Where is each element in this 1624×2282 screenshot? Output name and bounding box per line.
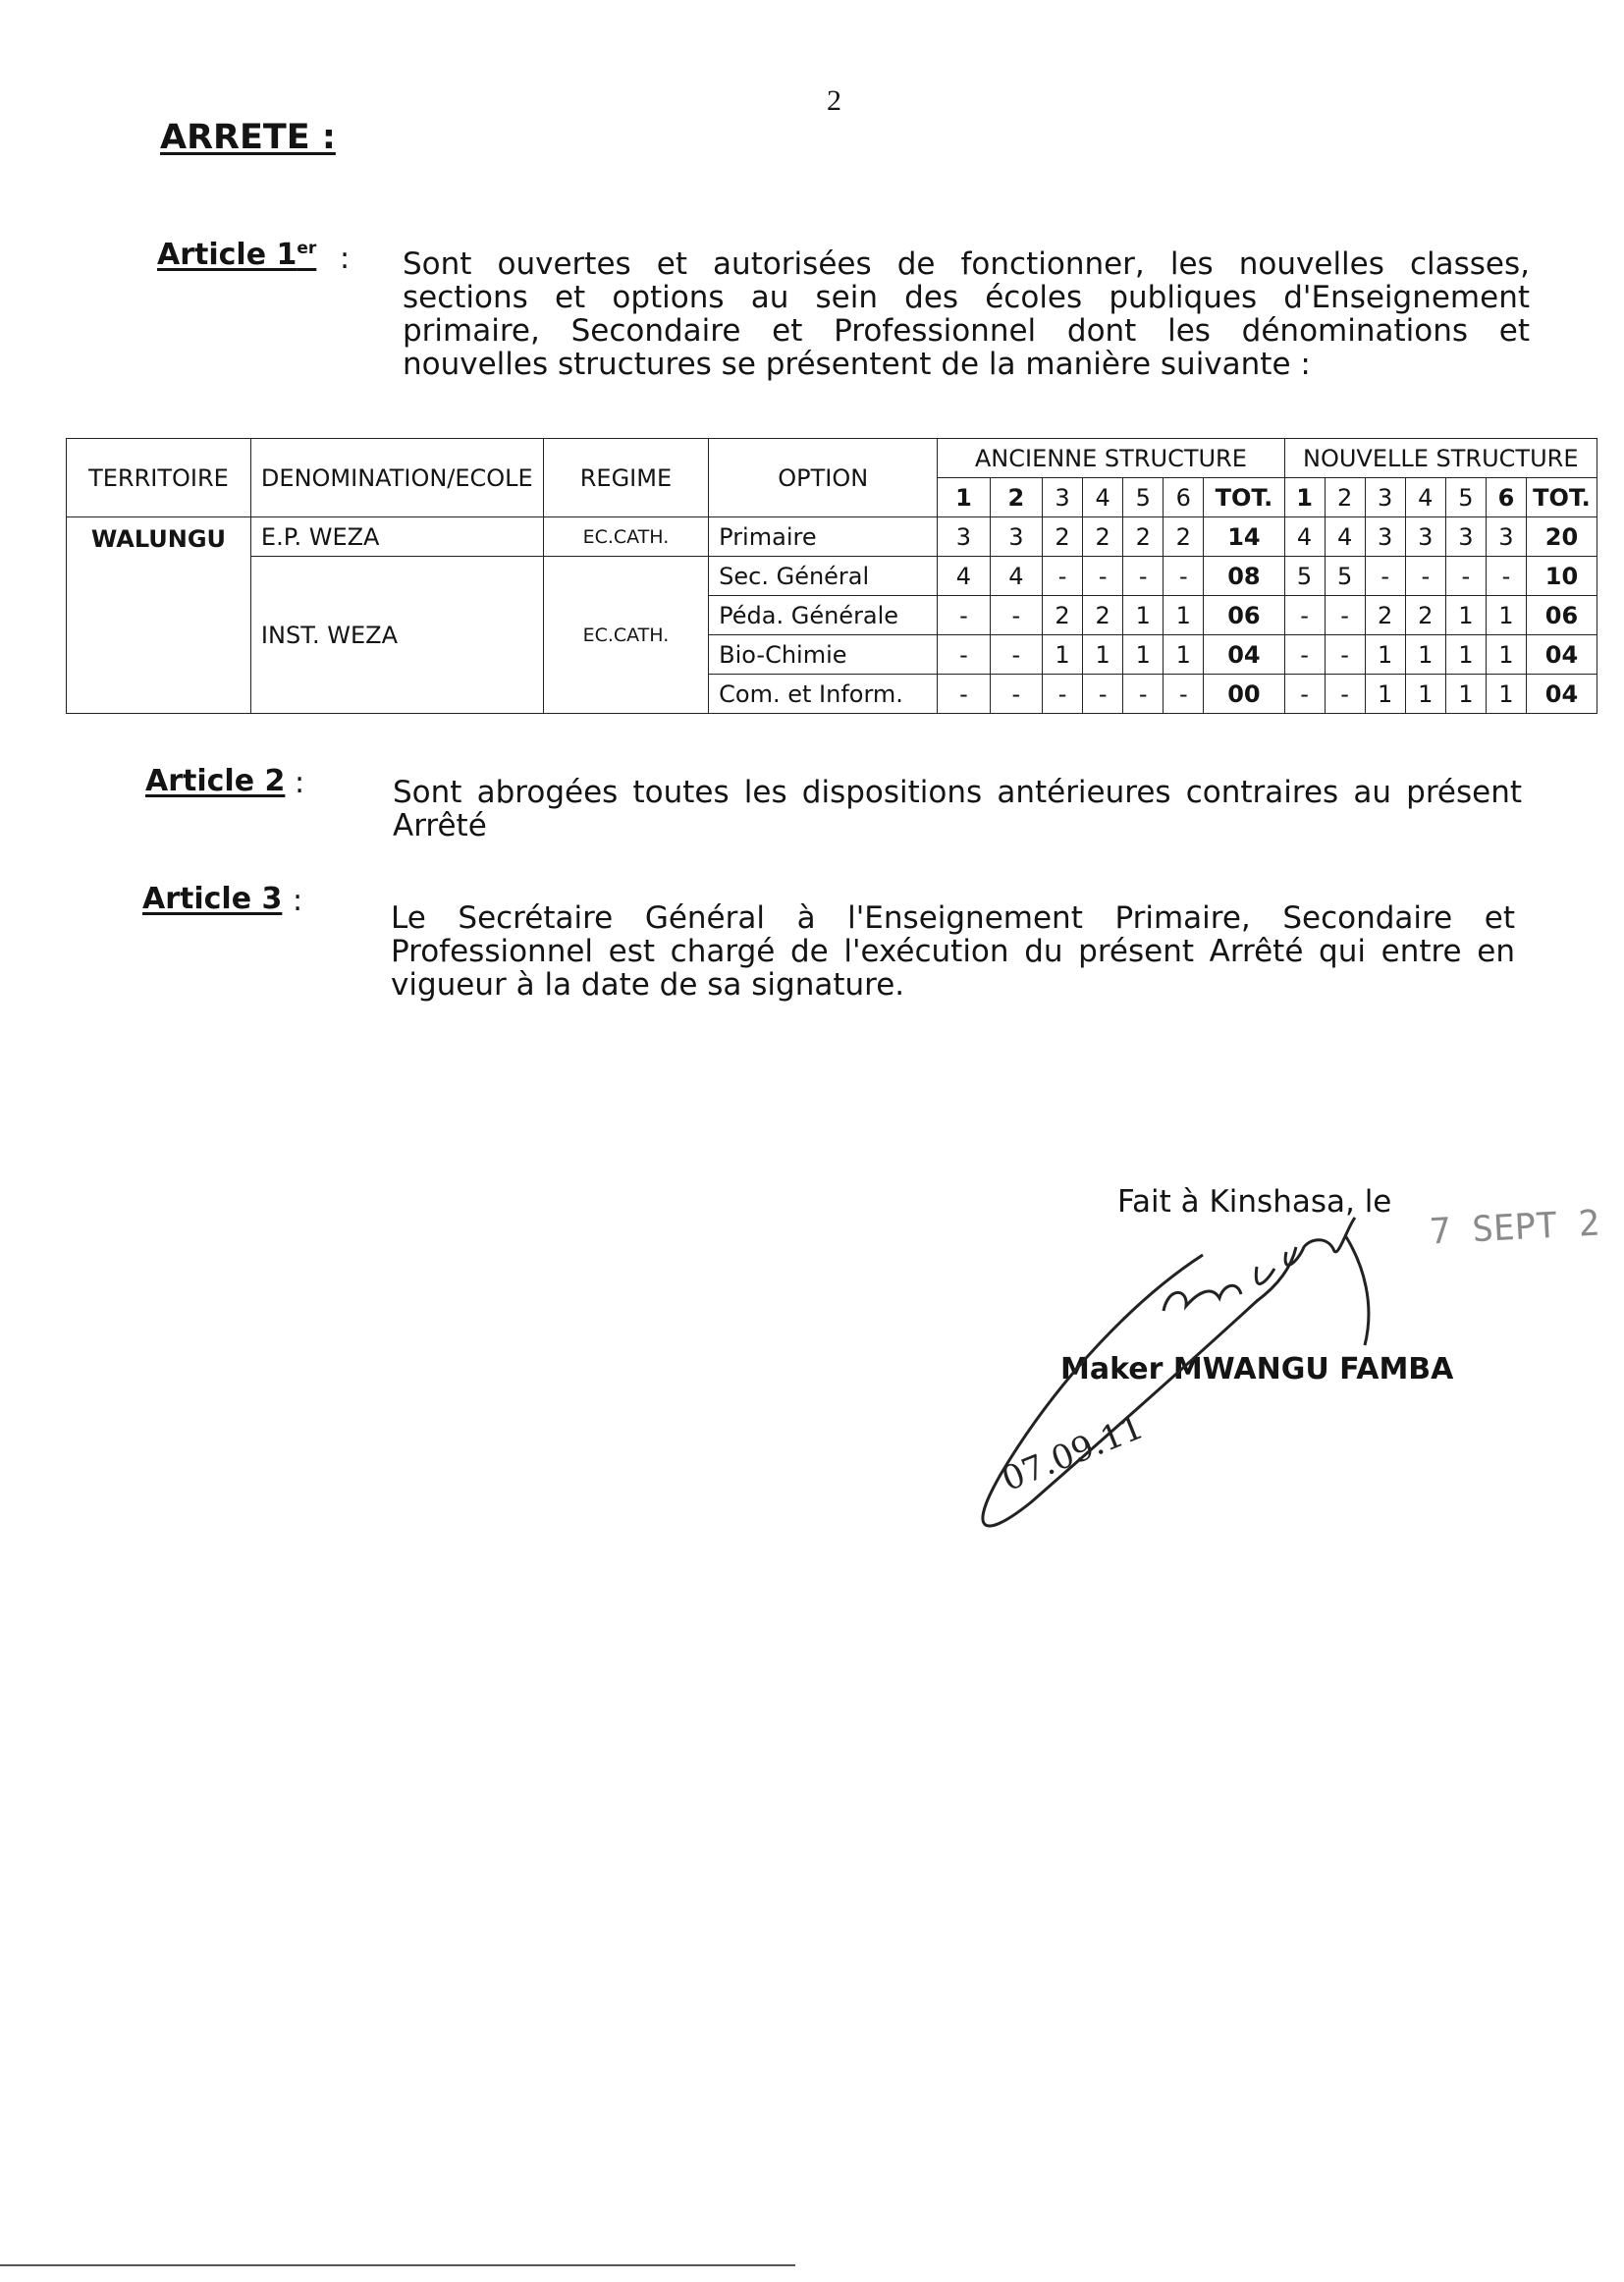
- nouvelle-value-cell: 2: [1405, 596, 1445, 635]
- header-regime: REGIME: [543, 439, 708, 517]
- ancienne-value-cell: -: [990, 635, 1042, 675]
- ancienne-class-1-header: 1: [938, 478, 990, 517]
- ancienne-total-cell: 06: [1204, 596, 1284, 635]
- article-1-label-text: Article 1: [157, 238, 298, 272]
- header-option: OPTION: [709, 439, 938, 517]
- signer-name: Maker MWANGU FAMBA: [1060, 1352, 1454, 1386]
- ancienne-value-cell: -: [1164, 675, 1204, 714]
- place-date-line: Fait à Kinshasa, le: [1117, 1184, 1392, 1220]
- option-cell: Bio-Chimie: [709, 635, 938, 675]
- ancienne-total-cell: 04: [1204, 635, 1284, 675]
- ancienne-value-cell: 4: [990, 557, 1042, 596]
- ancienne-value-cell: 1: [1164, 635, 1204, 675]
- ancienne-total-cell: 08: [1204, 557, 1284, 596]
- handwritten-date: 07.09.11: [997, 1407, 1150, 1500]
- header-territoire: TERRITOIRE: [67, 439, 251, 517]
- nouvelle-total-cell: 20: [1526, 517, 1597, 557]
- ancienne-value-cell: 1: [1123, 635, 1164, 675]
- nouvelle-total-header: TOT.: [1526, 478, 1597, 517]
- nouvelle-total-cell: 06: [1526, 596, 1597, 635]
- nouvelle-value-cell: 1: [1445, 675, 1486, 714]
- ancienne-value-cell: -: [990, 596, 1042, 635]
- nouvelle-value-cell: -: [1365, 557, 1405, 596]
- ancienne-value-cell: 1: [1123, 596, 1164, 635]
- nouvelle-value-cell: 1: [1365, 635, 1405, 675]
- ancienne-value-cell: 1: [1083, 635, 1123, 675]
- nouvelle-value-cell: -: [1284, 675, 1325, 714]
- ancienne-value-cell: -: [1164, 557, 1204, 596]
- ancienne-value-cell: -: [1123, 557, 1164, 596]
- nouvelle-value-cell: 1: [1486, 596, 1526, 635]
- article-2-label: Article 2: [145, 764, 286, 798]
- ancienne-value-cell: -: [938, 675, 990, 714]
- ancienne-class-2-header: 2: [990, 478, 1042, 517]
- ancienne-value-cell: 2: [1043, 596, 1083, 635]
- regime-cell: EC.CATH.: [543, 557, 708, 714]
- nouvelle-class-3-header: 3: [1365, 478, 1405, 517]
- ancienne-value-cell: 2: [1083, 517, 1123, 557]
- ancienne-value-cell: 1: [1164, 596, 1204, 635]
- decree-heading: ARRETE :: [160, 118, 336, 157]
- nouvelle-value-cell: -: [1325, 596, 1365, 635]
- territoire-cell: WALUNGU: [67, 517, 251, 714]
- ancienne-value-cell: 3: [938, 517, 990, 557]
- school-structure-table: [66, 438, 1597, 714]
- article-2-colon: :: [295, 766, 305, 800]
- bottom-rule: [0, 2264, 795, 2266]
- article-1-label: [157, 238, 316, 272]
- nouvelle-value-cell: 1: [1486, 675, 1526, 714]
- nouvelle-value-cell: -: [1284, 596, 1325, 635]
- nouvelle-value-cell: 4: [1284, 517, 1325, 557]
- regime-cell: EC.CATH.: [543, 517, 708, 557]
- nouvelle-class-1-header: 1: [1284, 478, 1325, 517]
- handwritten-signature: [943, 1208, 1492, 1620]
- header-denomination: DENOMINATION/ECOLE: [250, 439, 543, 517]
- table-row: [67, 517, 1597, 557]
- page-number: 2: [827, 84, 841, 117]
- article-3-colon: :: [293, 884, 303, 918]
- article-3-label: Article 3: [142, 882, 283, 916]
- nouvelle-value-cell: 3: [1365, 517, 1405, 557]
- nouvelle-total-cell: 04: [1526, 675, 1597, 714]
- ancienne-value-cell: -: [938, 596, 990, 635]
- nouvelle-class-6-header: 6: [1486, 478, 1526, 517]
- nouvelle-value-cell: -: [1445, 557, 1486, 596]
- ancienne-class-5-header: 5: [1123, 478, 1164, 517]
- header-nouvelle-structure: NOUVELLE STRUCTURE: [1284, 439, 1597, 478]
- nouvelle-value-cell: 1: [1405, 675, 1445, 714]
- ancienne-value-cell: 3: [990, 517, 1042, 557]
- option-cell: Com. et Inform.: [709, 675, 938, 714]
- ancienne-total-header: TOT.: [1204, 478, 1284, 517]
- school-name-cell: INST. WEZA: [250, 557, 543, 714]
- ancienne-class-4-header: 4: [1083, 478, 1123, 517]
- nouvelle-value-cell: -: [1284, 635, 1325, 675]
- nouvelle-value-cell: 2: [1365, 596, 1405, 635]
- nouvelle-class-5-header: 5: [1445, 478, 1486, 517]
- ancienne-value-cell: 4: [938, 557, 990, 596]
- nouvelle-value-cell: 3: [1405, 517, 1445, 557]
- nouvelle-value-cell: 5: [1284, 557, 1325, 596]
- ancienne-value-cell: -: [1043, 675, 1083, 714]
- header-ancienne-structure: ANCIENNE STRUCTURE: [938, 439, 1284, 478]
- stamped-date: 7 SEPT 2: [1429, 1203, 1601, 1253]
- ancienne-class-3-header: 3: [1043, 478, 1083, 517]
- nouvelle-value-cell: 5: [1325, 557, 1365, 596]
- article-1-label-sup: er: [297, 239, 317, 258]
- article-1-text: Sont ouvertes et autorisées de fonctionner, les nouvelles classes, sections et options au sein des écoles publiques d'Enseignement primaire, Secondaire et Professionnel dont les dénominations et nouvelles structures se présentent de la manière suivante :: [403, 246, 1530, 382]
- nouvelle-value-cell: 1: [1445, 635, 1486, 675]
- nouvelle-value-cell: -: [1325, 635, 1365, 675]
- ancienne-value-cell: 2: [1164, 517, 1204, 557]
- ancienne-class-6-header: 6: [1164, 478, 1204, 517]
- table-row: [67, 557, 1597, 596]
- school-name-cell: E.P. WEZA: [250, 517, 543, 557]
- option-cell: Péda. Générale: [709, 596, 938, 635]
- nouvelle-value-cell: -: [1405, 557, 1445, 596]
- nouvelle-total-cell: 10: [1526, 557, 1597, 596]
- nouvelle-value-cell: -: [1325, 675, 1365, 714]
- ancienne-value-cell: 2: [1043, 517, 1083, 557]
- ancienne-value-cell: -: [938, 635, 990, 675]
- article-1-colon: :: [340, 242, 351, 276]
- nouvelle-value-cell: 1: [1405, 635, 1445, 675]
- option-cell: Primaire: [709, 517, 938, 557]
- nouvelle-value-cell: 1: [1365, 675, 1405, 714]
- ancienne-value-cell: -: [1043, 557, 1083, 596]
- nouvelle-value-cell: 1: [1445, 596, 1486, 635]
- option-cell: Sec. Général: [709, 557, 938, 596]
- nouvelle-total-cell: 04: [1526, 635, 1597, 675]
- ancienne-value-cell: 1: [1043, 635, 1083, 675]
- ancienne-value-cell: -: [1083, 557, 1123, 596]
- ancienne-value-cell: -: [1083, 675, 1123, 714]
- ancienne-value-cell: 2: [1123, 517, 1164, 557]
- nouvelle-class-4-header: 4: [1405, 478, 1445, 517]
- ancienne-value-cell: -: [1123, 675, 1164, 714]
- nouvelle-value-cell: 4: [1325, 517, 1365, 557]
- nouvelle-value-cell: 3: [1486, 517, 1526, 557]
- ancienne-total-cell: 14: [1204, 517, 1284, 557]
- article-3-text: Le Secrétaire Général à l'Enseignement Primaire, Secondaire et Professionnel est chargé de l'exécution du présent Arrêté qui entre en vigueur à la date de sa signature.: [391, 900, 1515, 1003]
- ancienne-value-cell: -: [990, 675, 1042, 714]
- nouvelle-value-cell: 1: [1486, 635, 1526, 675]
- nouvelle-value-cell: 3: [1445, 517, 1486, 557]
- nouvelle-class-2-header: 2: [1325, 478, 1365, 517]
- ancienne-value-cell: 2: [1083, 596, 1123, 635]
- nouvelle-value-cell: -: [1486, 557, 1526, 596]
- ancienne-total-cell: 00: [1204, 675, 1284, 714]
- article-2-text: Sont abrogées toutes les dispositions antérieures contraires au présent Arrêté: [393, 775, 1522, 843]
